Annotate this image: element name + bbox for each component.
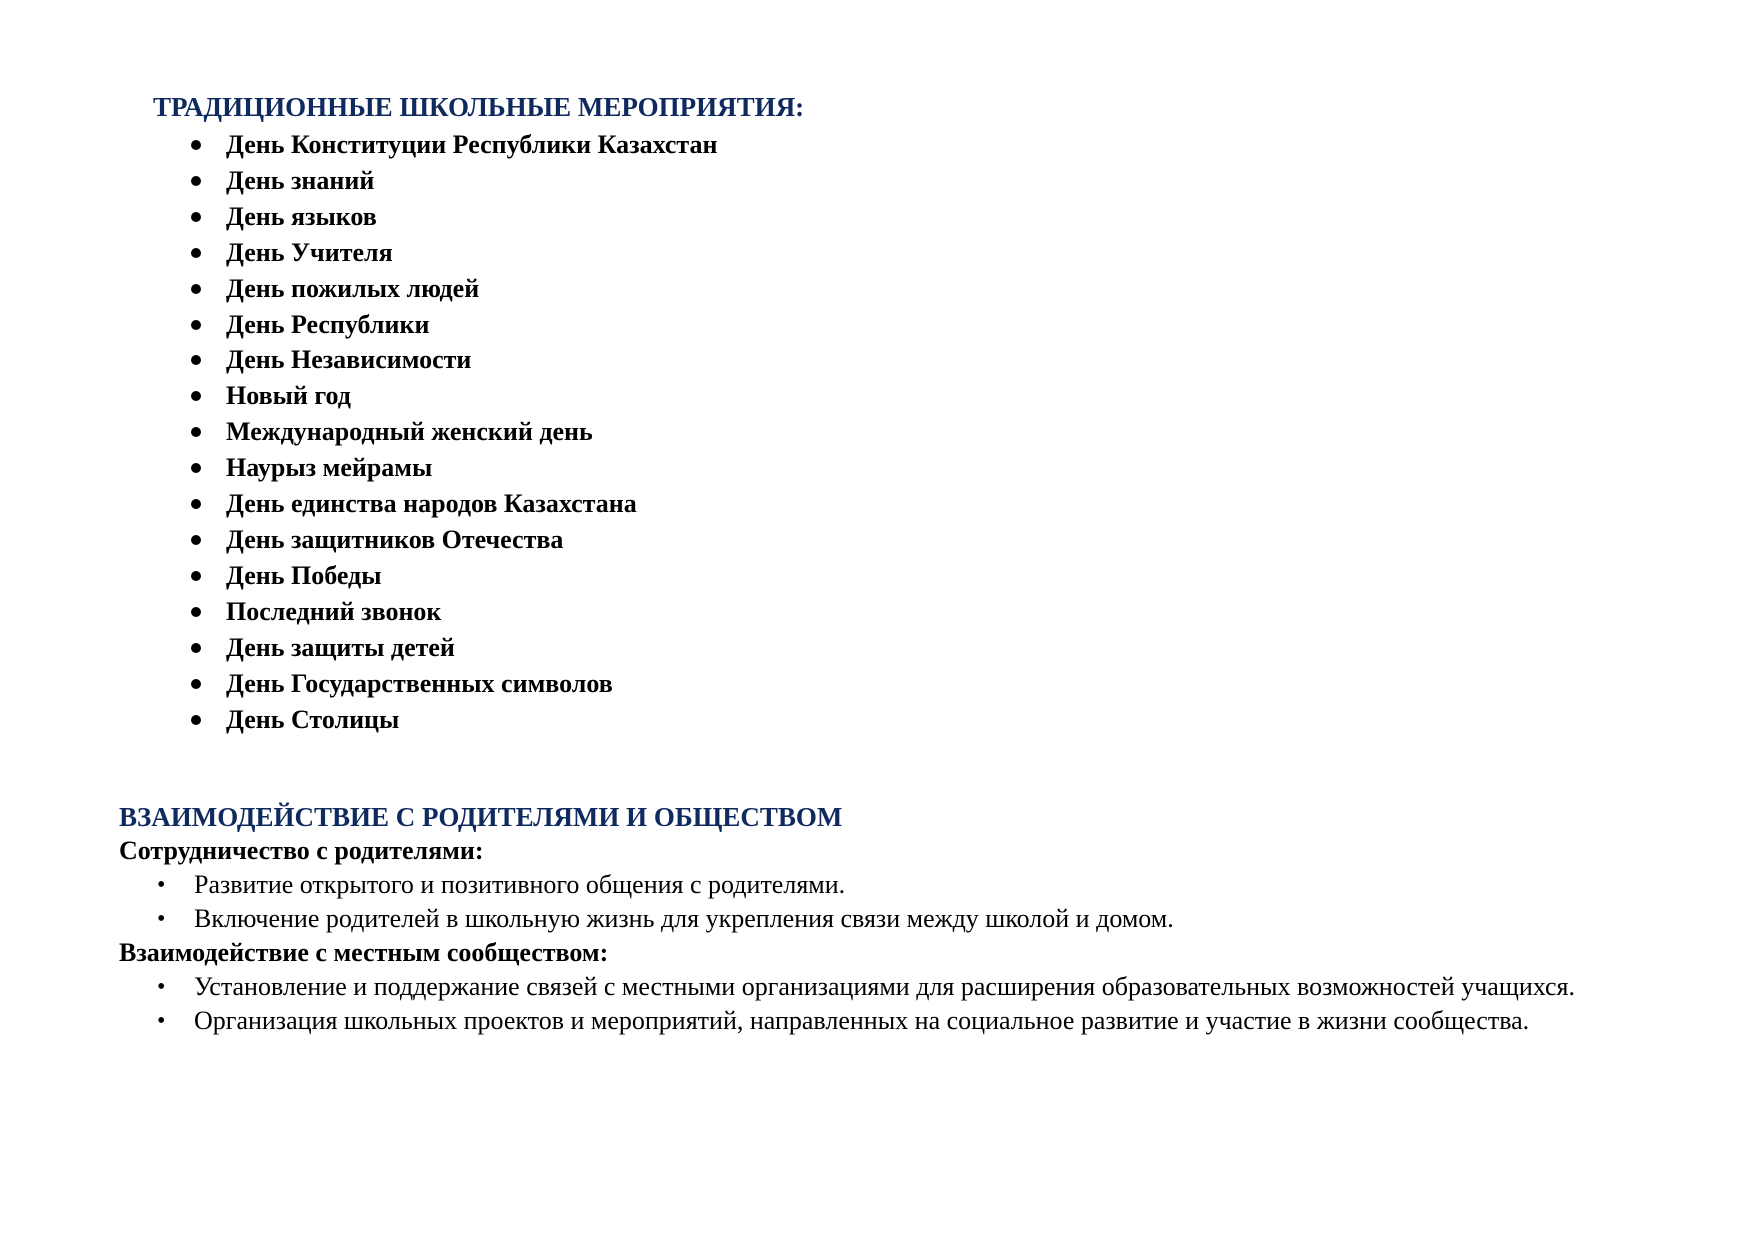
list-item: • Включение родителей в школьную жизнь для укрепления связи между школой и домом. xyxy=(119,902,1679,936)
list-item: День Государственных символов xyxy=(188,666,717,702)
events-section-heading: ТРАДИЦИОННЫЕ ШКОЛЬНЫЕ МЕРОПРИЯТИЯ: xyxy=(153,92,805,122)
parents-subheading: Сотрудничество с родителями: xyxy=(119,836,484,865)
list-item: • Развитие открытого и позитивного общения с родителями. xyxy=(119,868,1679,902)
list-item: День пожилых людей xyxy=(188,271,717,307)
list-item: Последний звонок xyxy=(188,594,717,630)
interaction-section xyxy=(119,800,1679,1038)
list-item: День языков xyxy=(188,199,717,235)
list-item: Новый год xyxy=(188,378,717,414)
list-item: День Независимости xyxy=(188,342,717,378)
list-item: • Установление и поддержание связей с местными организациями для расширения образовательных возможностей учащихся. xyxy=(119,970,1679,1004)
list-item: День Учителя xyxy=(188,235,717,271)
community-subheading: Взаимодействие с местным сообществом: xyxy=(119,938,609,967)
list-item: День Республики xyxy=(188,307,717,343)
list-item: День Конституции Республики Казахстан xyxy=(188,127,717,163)
list-item: День защитников Отечества xyxy=(188,522,717,558)
interaction-section-heading: ВЗАИМОДЕЙСТВИЕ С РОДИТЕЛЯМИ И ОБЩЕСТВОМ xyxy=(119,802,843,832)
list-item: День единства народов Казахстана xyxy=(188,486,717,522)
list-item: День Столицы xyxy=(188,702,717,738)
parents-list xyxy=(119,868,1679,936)
community-list xyxy=(119,970,1679,1038)
events-list xyxy=(188,127,717,737)
list-item: День Победы xyxy=(188,558,717,594)
list-item: День знаний xyxy=(188,163,717,199)
list-item: Наурыз мейрамы xyxy=(188,450,717,486)
list-item: День защиты детей xyxy=(188,630,717,666)
list-item: Международный женский день xyxy=(188,414,717,450)
list-item: • Организация школьных проектов и мероприятий, направленных на социальное развитие и участие в жизни сообщества. xyxy=(119,1004,1679,1038)
